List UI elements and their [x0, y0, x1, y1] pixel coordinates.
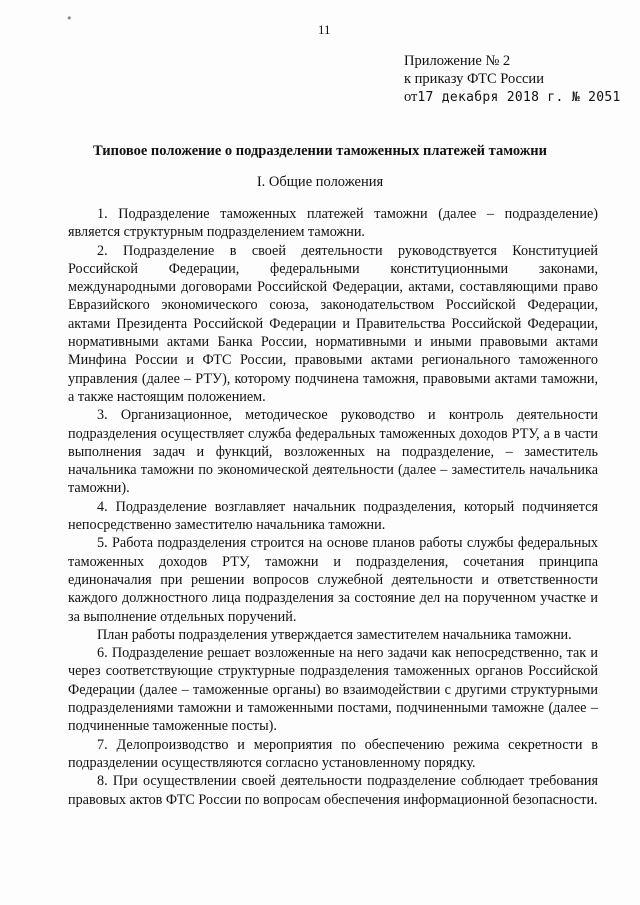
scan-mark: • [66, 12, 73, 25]
document-title: Типовое положение о подразделении таможенных платежей таможни [92, 143, 548, 159]
paragraph: 8. При осуществлении своей деятельности подразделение соблюдает требования правовых актов ФТС России по вопросам обеспечения информационной безопасности. [68, 773, 598, 808]
paragraph: 7. Делопроизводство и мероприятия по обеспечению режима секретности в подразделении осуществляются согласно установленному порядку. [68, 736, 598, 771]
paragraph: 5. Работа подразделения строится на основе планов работы службы федеральных таможенных доходов РТУ, таможни и подразделения, сочетания принципа единоначалия при решении вопросов служебной деятельности и ответственности каждого должностного лица подразделения за состояние дел на порученном участке и за выполнение отдельных поручений. [68, 535, 598, 625]
annex-order-ref: к приказу ФТС России [404, 71, 544, 87]
document-body [68, 205, 598, 809]
paragraph: 1. Подразделение таможенных платежей таможни (далее – подразделение) является структурным подразделением таможни. [68, 206, 598, 241]
paragraph: План работы подразделения утверждается заместителем начальника таможни. [97, 626, 572, 643]
annex-date-prefix: от [404, 89, 418, 105]
annex-order-date [404, 88, 621, 107]
section-title: I. Общие положения [256, 174, 384, 190]
paragraph: 4. Подразделение возглавляет начальник подразделения, который подчиняется непосредственно заместителю начальника таможни. [68, 498, 598, 534]
page-number: 11 [318, 22, 331, 37]
annex-number: Приложение № 2 [404, 53, 511, 69]
paragraph: 2. Подразделение в своей деятельности руководствуется Конституцией Российской Федерации, федеральными конституционными законами, международными договорами Российской Федерации, актами, составляющими право Евразийского экономического союза, законодательством Российской Федерации, актами Президента Российской Федерации и Правительства Российской Федерации, нормативными актами Банка России, нормативными и иными правовыми актами Минфина России и ФТС России, правовыми актами регионального таможенного управления (далее – РТУ), которому подчинена таможня, правовыми актами таможни, а также настоящим положением. [68, 242, 598, 405]
paragraph: 6. Подразделение решает возложенные на него задачи как непосредственно, так и через соответствующие структурные подразделения таможенных органов Российской Федерации (далее – таможенные органы) во взаимодействии с другими структурными подразделениями таможни и таможенными постами, подчиненными таможне (далее – подчиненные таможенные посты). [68, 645, 598, 735]
annex-date-stamp: 17 декабря 2018 г. № 2051 [417, 90, 621, 105]
paragraph: 3. Организационное, методическое руководство и контроль деятельности подразделения осуществляет служба федеральных таможенных доходов РТУ, а в части выполнения задач и функций, возложенных на подразделение, – заместитель начальника таможни по экономической деятельности (далее – заместитель начальника таможни). [68, 407, 598, 497]
annex-block [404, 52, 621, 107]
